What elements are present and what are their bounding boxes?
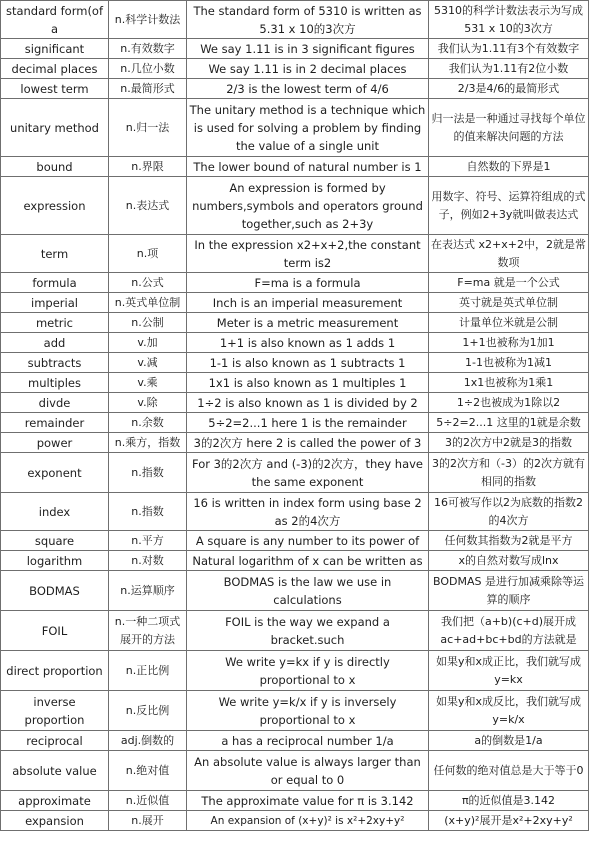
example-cell: An absolute value is always larger than or equal to 0 bbox=[187, 751, 429, 791]
pos-cell: n.科学计数法 bbox=[109, 1, 187, 39]
example-cell: FOIL is the way we expand a bracket.such bbox=[187, 611, 429, 651]
pos-cell: n.近似值 bbox=[109, 791, 187, 811]
example-cell: A square is any number to its power of bbox=[187, 531, 429, 551]
example-cell: In the expression x2+x+2,the constant term is2 bbox=[187, 235, 429, 273]
term-cell: lowest term bbox=[1, 79, 109, 99]
chinese-cell: 我们把（a+b)(c+d)展开成ac+ad+bc+bd的方法就是 bbox=[429, 611, 589, 651]
chinese-cell: 5310的科学计数法表示为写成531 x 10的3次方 bbox=[429, 1, 589, 39]
term-cell: direct proportion bbox=[1, 651, 109, 691]
table-row bbox=[1, 273, 589, 293]
chinese-cell: a的倒数是1/a bbox=[429, 731, 589, 751]
term-cell: formula bbox=[1, 273, 109, 293]
term-cell: metric bbox=[1, 313, 109, 333]
chinese-cell: 自然数的下界是1 bbox=[429, 157, 589, 177]
chinese-cell: 我们认为1.11有2位小数 bbox=[429, 59, 589, 79]
chinese-cell: 计量单位米就是公制 bbox=[429, 313, 589, 333]
pos-cell: n.公制 bbox=[109, 313, 187, 333]
table-row bbox=[1, 493, 589, 531]
example-cell: For 3的2次方 and (-3)的2次方，they have the same exponent bbox=[187, 453, 429, 493]
chinese-cell: 1x1也被称为1乘1 bbox=[429, 373, 589, 393]
chinese-cell: 5÷2=2...1 这里的1就是余数 bbox=[429, 413, 589, 433]
pos-cell: n.乘方，指数 bbox=[109, 433, 187, 453]
chinese-cell: 1-1也被称为1减1 bbox=[429, 353, 589, 373]
term-cell: imperial bbox=[1, 293, 109, 313]
pos-cell: v.减 bbox=[109, 353, 187, 373]
term-cell: absolute value bbox=[1, 751, 109, 791]
example-cell: a has a reciprocal number 1/a bbox=[187, 731, 429, 751]
pos-cell: v.加 bbox=[109, 333, 187, 353]
table-row bbox=[1, 157, 589, 177]
table-row bbox=[1, 177, 589, 235]
term-cell: approximate bbox=[1, 791, 109, 811]
term-cell: remainder bbox=[1, 413, 109, 433]
example-cell: 2/3 is the lowest term of 4/6 bbox=[187, 79, 429, 99]
chinese-cell: 16可被写作以2为底数的指数2的4次方 bbox=[429, 493, 589, 531]
term-cell: BODMAS bbox=[1, 571, 109, 611]
example-cell: An expansion of (x+y)² is x²+2xy+y² bbox=[187, 811, 429, 831]
table-row bbox=[1, 39, 589, 59]
chinese-cell: (x+y)²展开是x²+2xy+y² bbox=[429, 811, 589, 831]
table-row bbox=[1, 731, 589, 751]
chinese-cell: π的近似值是3.142 bbox=[429, 791, 589, 811]
table-row bbox=[1, 811, 589, 831]
pos-cell: n.指数 bbox=[109, 493, 187, 531]
table-row bbox=[1, 453, 589, 493]
chinese-cell: 2/3是4/6的最简形式 bbox=[429, 79, 589, 99]
example-cell: 16 is written in index form using base 2 as 2的4次方 bbox=[187, 493, 429, 531]
chinese-cell: F=ma 就是一个公式 bbox=[429, 273, 589, 293]
table-row bbox=[1, 571, 589, 611]
table-row bbox=[1, 293, 589, 313]
chinese-cell: BODMAS 是进行加减乘除等运算的顺序 bbox=[429, 571, 589, 611]
table-row bbox=[1, 751, 589, 791]
example-cell: F=ma is a formula bbox=[187, 273, 429, 293]
pos-cell: n.绝对值 bbox=[109, 751, 187, 791]
example-cell: 1-1 is also known as 1 subtracts 1 bbox=[187, 353, 429, 373]
pos-cell: n.项 bbox=[109, 235, 187, 273]
example-cell: 3的2次方 here 2 is called the power of 3 bbox=[187, 433, 429, 453]
term-cell: FOIL bbox=[1, 611, 109, 651]
term-cell: logarithm bbox=[1, 551, 109, 571]
chinese-cell: 我们认为1.11有3个有效数字 bbox=[429, 39, 589, 59]
example-cell: BODMAS is the law we use in calculations bbox=[187, 571, 429, 611]
table-row bbox=[1, 79, 589, 99]
pos-cell: n.指数 bbox=[109, 453, 187, 493]
table-row bbox=[1, 393, 589, 413]
term-cell: term bbox=[1, 235, 109, 273]
pos-cell: n.归一法 bbox=[109, 99, 187, 157]
table-row bbox=[1, 433, 589, 453]
pos-cell: n.英式单位制 bbox=[109, 293, 187, 313]
table-row bbox=[1, 1, 589, 39]
chinese-cell: 如果y和x成反比，我们就写成y=k/x bbox=[429, 691, 589, 731]
example-cell: We write y=k/x if y is inversely proportional to x bbox=[187, 691, 429, 731]
table-row bbox=[1, 611, 589, 651]
chinese-cell: 英寸就是英式单位制 bbox=[429, 293, 589, 313]
table-row bbox=[1, 651, 589, 691]
pos-cell: n.对数 bbox=[109, 551, 187, 571]
example-cell: The lower bound of natural number is 1 bbox=[187, 157, 429, 177]
pos-cell: n.正比例 bbox=[109, 651, 187, 691]
term-cell: multiples bbox=[1, 373, 109, 393]
pos-cell: v.乘 bbox=[109, 373, 187, 393]
example-cell: The approximate value for π is 3.142 bbox=[187, 791, 429, 811]
example-cell: Natural logarithm of x can be written as bbox=[187, 551, 429, 571]
term-cell: exponent bbox=[1, 453, 109, 493]
chinese-cell: 1+1也被称为1加1 bbox=[429, 333, 589, 353]
example-cell: Meter is a metric measurement bbox=[187, 313, 429, 333]
table-row bbox=[1, 551, 589, 571]
example-cell: We say 1.11 is in 2 decimal places bbox=[187, 59, 429, 79]
pos-cell: n.表达式 bbox=[109, 177, 187, 235]
term-cell: subtracts bbox=[1, 353, 109, 373]
table-row bbox=[1, 99, 589, 157]
table-row bbox=[1, 235, 589, 273]
table-row bbox=[1, 59, 589, 79]
chinese-cell: x的自然对数写成lnx bbox=[429, 551, 589, 571]
term-cell: reciprocal bbox=[1, 731, 109, 751]
term-cell: add bbox=[1, 333, 109, 353]
table-row bbox=[1, 691, 589, 731]
chinese-cell: 1÷2也被成为1除以2 bbox=[429, 393, 589, 413]
pos-cell: n.一种二项式展开的方法 bbox=[109, 611, 187, 651]
term-cell: square bbox=[1, 531, 109, 551]
example-cell: An expression is formed by numbers,symbols and operators ground together,such as 2+3y bbox=[187, 177, 429, 235]
term-cell: unitary method bbox=[1, 99, 109, 157]
term-cell: inverse proportion bbox=[1, 691, 109, 731]
chinese-cell: 任何数的绝对值总是大于等于0 bbox=[429, 751, 589, 791]
pos-cell: v.除 bbox=[109, 393, 187, 413]
example-cell: Inch is an imperial measurement bbox=[187, 293, 429, 313]
chinese-cell: 3的2次方中2就是3的指数 bbox=[429, 433, 589, 453]
table-row bbox=[1, 373, 589, 393]
pos-cell: n.界限 bbox=[109, 157, 187, 177]
term-cell: power bbox=[1, 433, 109, 453]
pos-cell: n.余数 bbox=[109, 413, 187, 433]
term-cell: index bbox=[1, 493, 109, 531]
chinese-cell: 归一法是一种通过寻找每个单位的值来解决问题的方法 bbox=[429, 99, 589, 157]
example-cell: 1x1 is also known as 1 multiples 1 bbox=[187, 373, 429, 393]
table-row bbox=[1, 531, 589, 551]
term-cell: bound bbox=[1, 157, 109, 177]
pos-cell: n.运算顺序 bbox=[109, 571, 187, 611]
example-cell: 1+1 is also known as 1 adds 1 bbox=[187, 333, 429, 353]
chinese-cell: 任何数其指数为2就是平方 bbox=[429, 531, 589, 551]
example-cell: We say 1.11 is in 3 significant figures bbox=[187, 39, 429, 59]
term-cell: expansion bbox=[1, 811, 109, 831]
example-cell: 1÷2 is also known as 1 is divided by 2 bbox=[187, 393, 429, 413]
pos-cell: n.展开 bbox=[109, 811, 187, 831]
table-row bbox=[1, 791, 589, 811]
term-cell: standard form(of a bbox=[1, 1, 109, 39]
chinese-cell: 3的2次方和（-3）的2次方就有相同的指数 bbox=[429, 453, 589, 493]
pos-cell: n.最简形式 bbox=[109, 79, 187, 99]
example-cell: 5÷2=2...1 here 1 is the remainder bbox=[187, 413, 429, 433]
term-cell: divde bbox=[1, 393, 109, 413]
term-cell: significant bbox=[1, 39, 109, 59]
table-row bbox=[1, 413, 589, 433]
chinese-cell: 用数字、符号、运算符组成的式子，例如2+3y就叫做表达式 bbox=[429, 177, 589, 235]
chinese-cell: 如果y和x成正比，我们就写成y=kx bbox=[429, 651, 589, 691]
pos-cell: n.有效数字 bbox=[109, 39, 187, 59]
example-cell: The standard form of 5310 is written as 5.31 x 10的3次方 bbox=[187, 1, 429, 39]
example-cell: We write y=kx if y is directly proportional to x bbox=[187, 651, 429, 691]
table-row bbox=[1, 353, 589, 373]
pos-cell: n.反比例 bbox=[109, 691, 187, 731]
term-cell: expression bbox=[1, 177, 109, 235]
pos-cell: n.平方 bbox=[109, 531, 187, 551]
example-cell: The unitary method is a technique which is used for solving a problem by finding the value of a single unit bbox=[187, 99, 429, 157]
pos-cell: n.公式 bbox=[109, 273, 187, 293]
pos-cell: n.几位小数 bbox=[109, 59, 187, 79]
table-row bbox=[1, 313, 589, 333]
chinese-cell: 在表达式 x2+x+2中，2就是常数项 bbox=[429, 235, 589, 273]
pos-cell: adj.倒数的 bbox=[109, 731, 187, 751]
term-cell: decimal places bbox=[1, 59, 109, 79]
table-row bbox=[1, 333, 589, 353]
